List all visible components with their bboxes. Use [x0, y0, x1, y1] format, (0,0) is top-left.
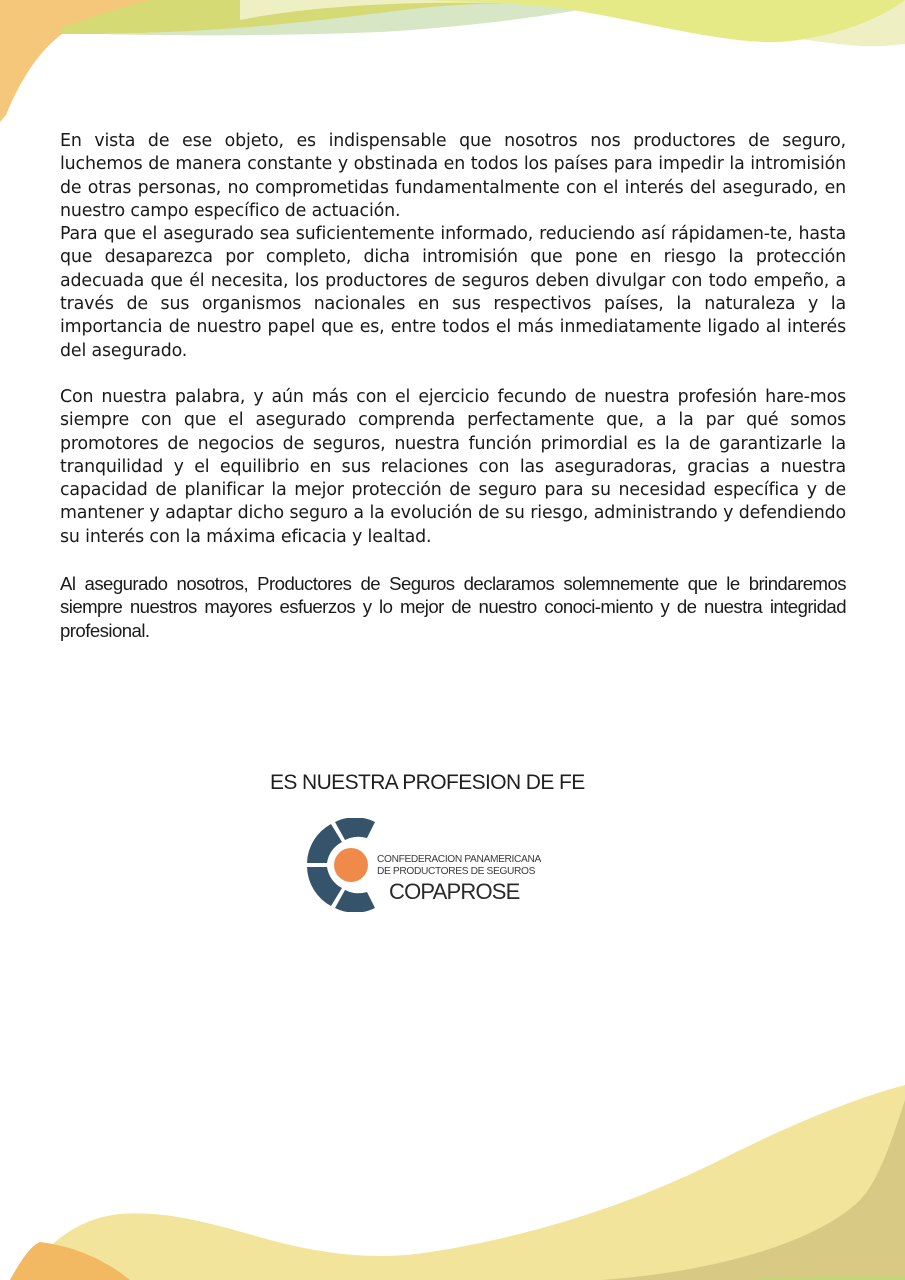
paragraph-1: En vista de ese objeto, es indispensable que nosotros nos productores de seguro, luchemos de manera constante y obstinada en todos los países para impedir la intromisión de otras personas, no comprometidas fundamentalmente con el interés del asegurado, en nuestro campo específico de actuación.	[60, 131, 846, 221]
logo-org-line-2: DE PRODUCTORES DE SEGUROS	[377, 866, 536, 877]
logo-org-line-1: CONFEDERACION PANAMERICANA	[377, 854, 541, 865]
paragraph-2: Para que el asegurado sea suficientemente informado, reduciendo así rápidamen-te, hasta que desaparezca por completo, dicha intromisión que pone en riesgo la protección adecuada que él necesita, los productores de seguros deben divulgar con todo empeño, a través de sus organismos nacionales en sus respectivos países, la naturaleza y la importancia de nuestro papel que es, entre todos el más inmediatamente ligado al interés del asegurado.	[60, 224, 846, 361]
logo-name: COPAPROSE	[389, 879, 520, 904]
copaprose-c-emblem-icon	[305, 818, 377, 912]
emblem-center-circle	[334, 848, 368, 882]
document-body	[60, 130, 846, 642]
emblem-segment-top	[335, 818, 375, 840]
top-wave-orange-left	[0, 0, 62, 122]
paragraph-4: Al asegurado nosotros, Productores de Seguros declaramos solemnemente que le brindaremos siempre nuestros mayores esfuerzos y lo mejor de nuestro conoci-miento y de nuestra integridad profesional.	[60, 573, 846, 641]
motto-heading: ES NUESTRA PROFESION DE FE	[270, 771, 585, 794]
paragraph-3: Con nuestra palabra, y aún más con el ejercicio fecundo de nuestra profesión hare-mos siempre con que el asegurado comprenda perfectamente que, a la par qué somos promotores de negocios de seguros, nuestra función primordial es la de garantizarle la tranquilidad y el equilibrio en sus relaciones con las aseguradoras, gracias a nuestra capacidad de planificar la mejor protección de seguro para su necesidad específica y de mantener y adaptar dicho seguro a la evolución de su riesgo, administrando y defendiendo su interés con la máxima eficacia y lealtad.	[60, 386, 846, 547]
emblem-segment-bottom	[335, 890, 375, 912]
copaprose-logo	[300, 815, 550, 915]
